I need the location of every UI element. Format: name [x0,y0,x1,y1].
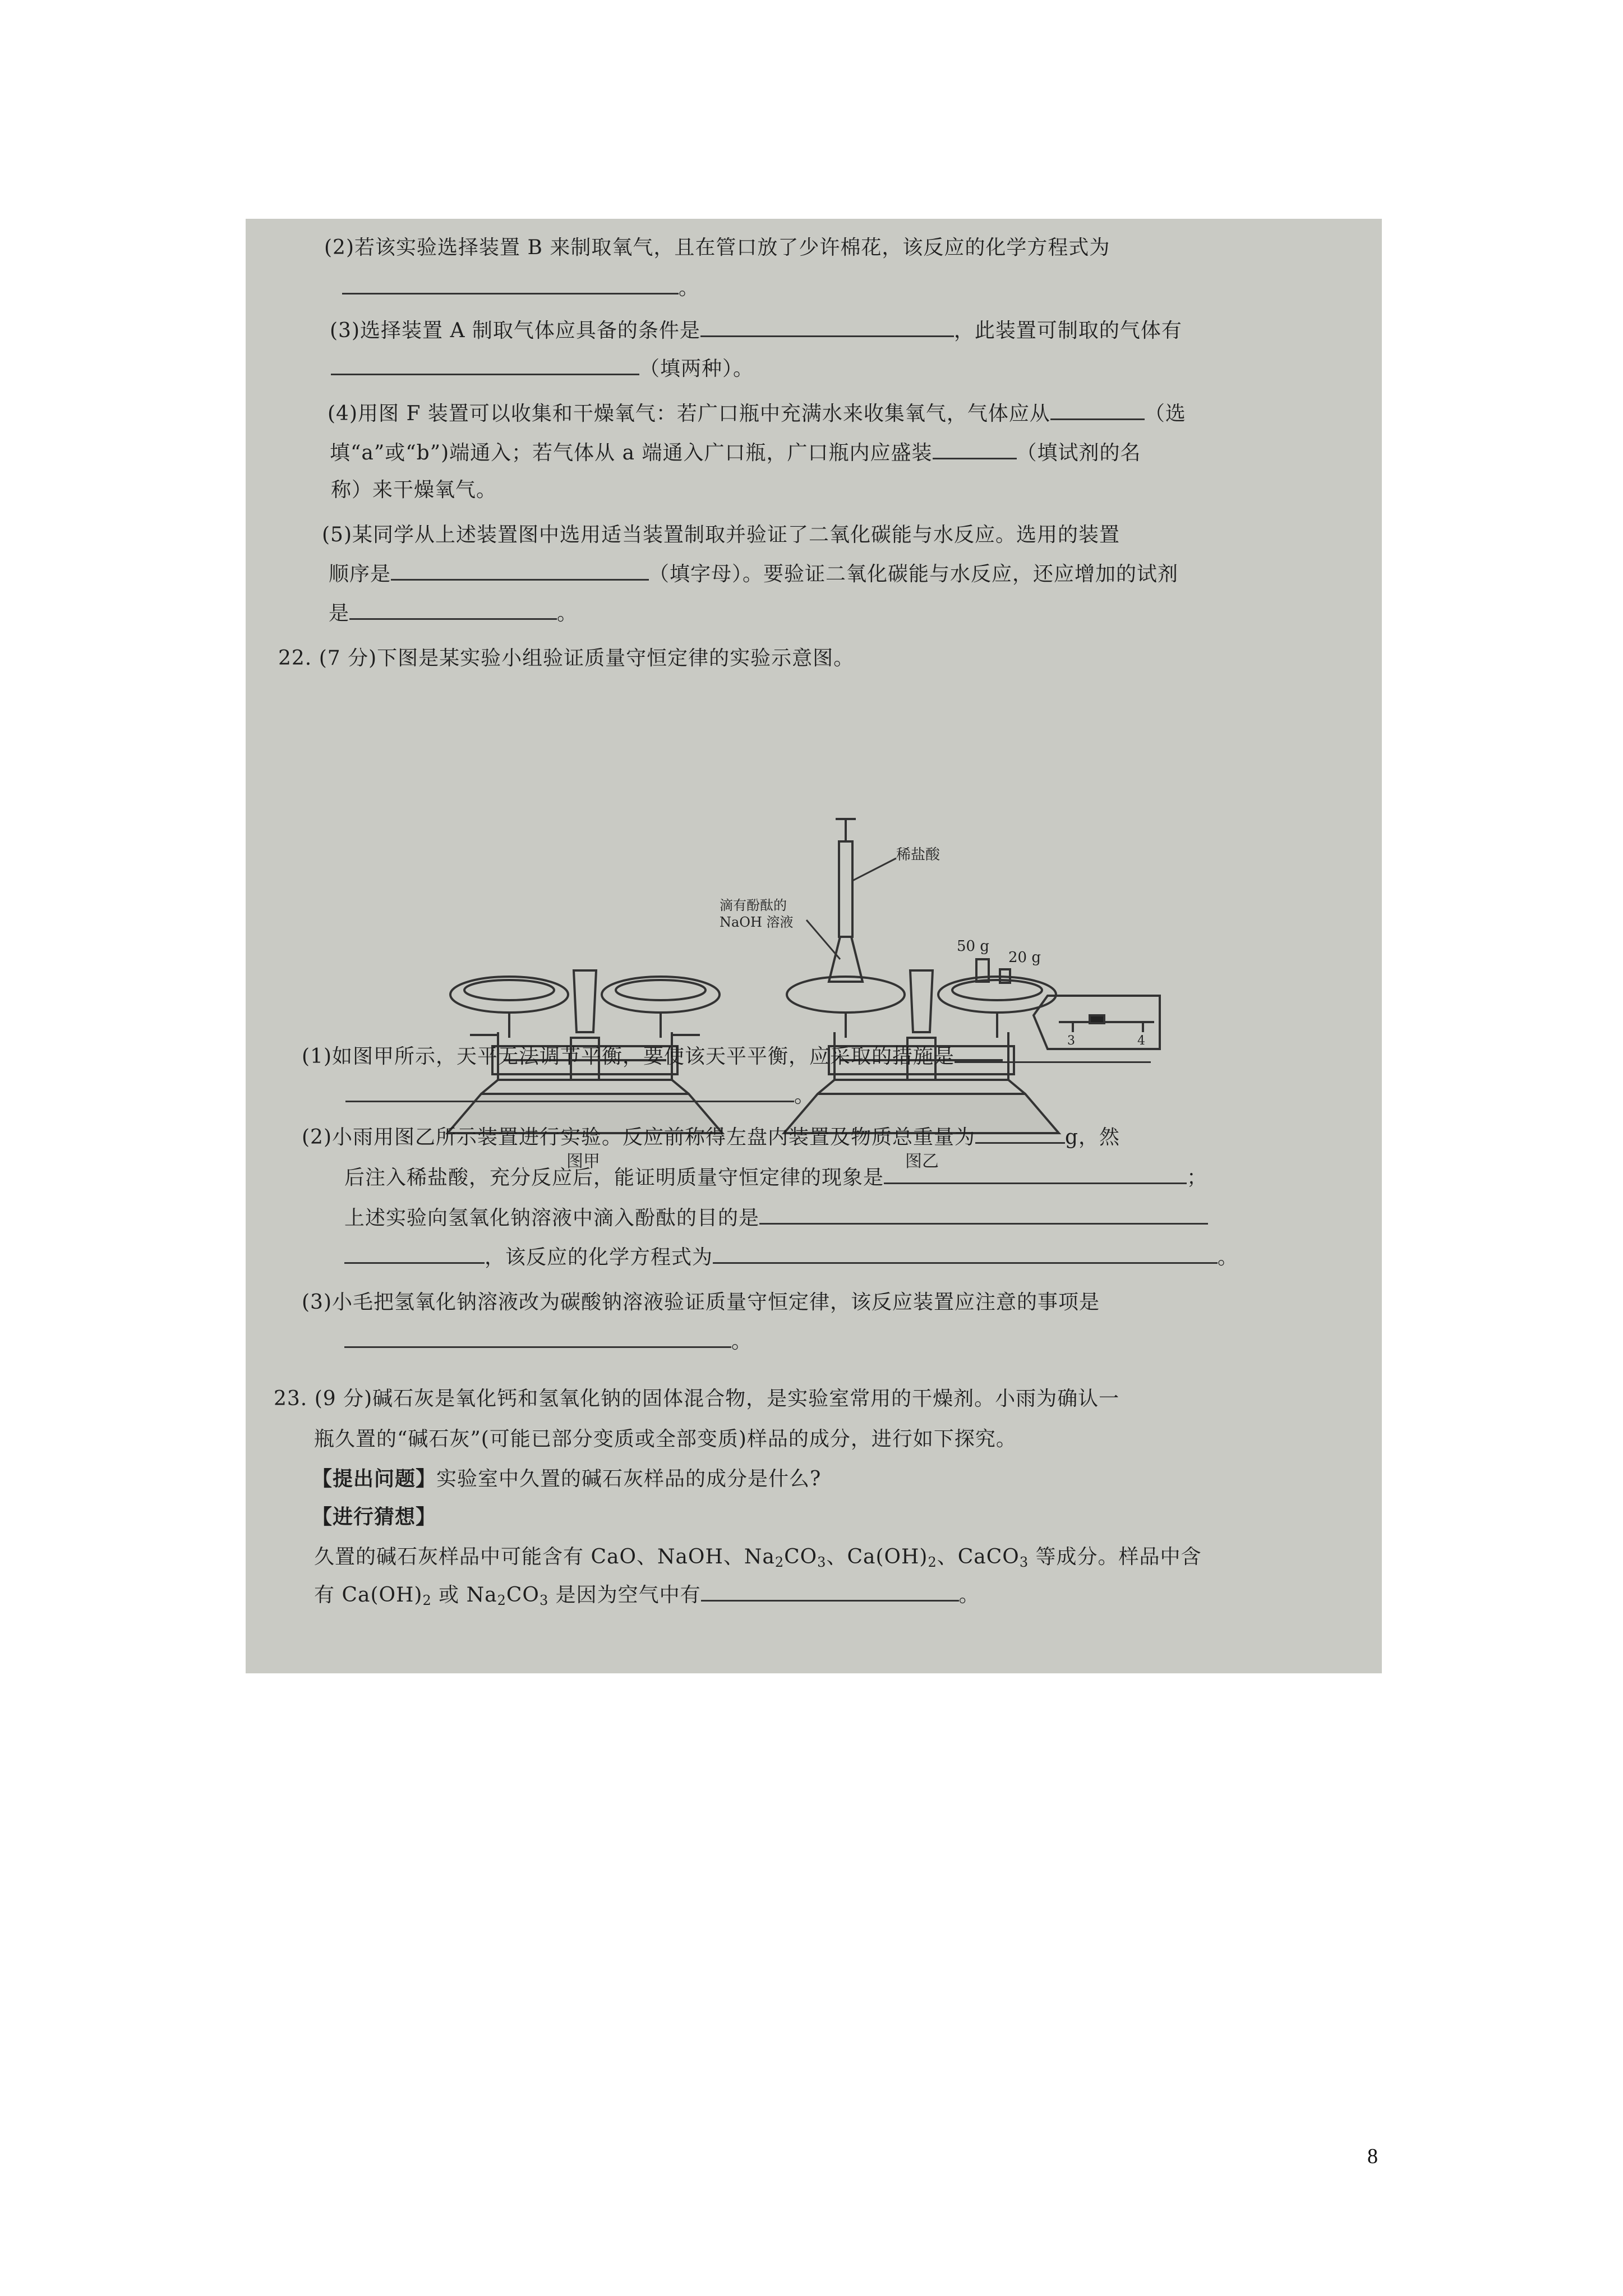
answer-blank[interactable] [975,1125,1065,1144]
answer-blank[interactable] [884,1166,1187,1184]
page-number: 8 [1367,2145,1378,2168]
answer-blank[interactable] [1050,402,1145,420]
answer-blank[interactable] [342,276,679,295]
q21-part3-line1: (3)选择装置 A 制取气体应具备的条件是 ，此装置可制取的气体有 [330,319,1182,342]
q21-part5-line1: (5)某同学从上述装置图中选用适当装置制取并验证了二氧化碳能与水反应。选用的装置 [322,523,1120,546]
q22-part3-line1: (3)小毛把氢氧化钠溶液改为碳酸钠溶液验证质量守恒定律，该反应装置应注意的事项是 [302,1291,1100,1314]
answer-blank[interactable] [701,1583,959,1602]
q22-part1-line2: 。 [345,1083,815,1110]
label-weight-50g: 50 g [957,938,989,955]
scale-mark-4: 4 [1137,1034,1145,1048]
q21-part5-line3: 是 。 [329,602,578,625]
q21-part4-line1: (4)用图 F 装置可以收集和干燥氧气：若广口瓶中充满水来收集氧气，气体应从 （选 [328,402,1186,425]
q21-part4-line2: 填“a”或“b”)端通入；若气体从 a 端通入广口瓶，广口瓶内应盛装 （填试剂的名 [330,441,1141,464]
q23-guess-line2: 有 $Ca(OH)_2$ 或 $Na_2CO_3$ 是因为空气中有 。 [314,1584,980,1608]
q21-part5-line2: 顺序是 （填字母）。要验证二氧化碳能与水反应，还应增加的试剂 [329,563,1179,586]
q22-part2-line2: 后注入稀盐酸，充分反应后，能证明质量守恒定律的现象是 ； [344,1166,1208,1189]
q21-part3-line2: （填两种）。 [331,356,754,383]
q22-title: 22. (7 分)下图是某实验小组验证质量守恒定律的实验示意图。 [278,647,855,670]
answer-blank[interactable] [713,1245,1218,1264]
label-solution-line1: 滴有酚酞的 [720,898,787,913]
q22-part2-line4: ，该反应的化学方程式为 。 [344,1244,1238,1271]
q21-part2-line1: (2)若该实验选择装置 B 来制取氧气，且在管口放了少许棉花，该反应的化学方程式为 [324,236,1110,259]
question-heading: 【提出问题】 [312,1467,437,1490]
answer-blank[interactable] [759,1206,1208,1225]
answer-blank[interactable] [345,1084,794,1102]
label-weight-20g: 20 g [1008,949,1041,966]
q22-part2-line1: (2)小雨用图乙所示装置进行实验。反应前称得左盘内装置及物质总重量为 g，然 [302,1126,1121,1149]
q22-part3-line2: 。 [344,1328,752,1355]
q23-question: 【提出问题】实验室中久置的碱石灰样品的成分是什么? [312,1467,822,1490]
q21-part4-line3: 称）来干燥氧气。 [331,478,497,501]
q22-part2-line3: 上述实验向氢氧化钠溶液中滴入酚酞的目的是 [344,1205,1208,1232]
answer-blank[interactable] [349,601,557,620]
figure-label-right: 图乙 [905,1152,939,1171]
answer-blank[interactable] [955,1045,1151,1063]
scanned-exam-photo [246,219,1382,1673]
q23-guess-heading: 【进行猜想】 [312,1505,437,1529]
answer-blank[interactable] [344,1245,485,1264]
label-dilute-acid: 稀盐酸 [896,846,940,863]
answer-blank[interactable] [344,1329,731,1348]
scale-mark-3: 3 [1067,1034,1075,1048]
answer-blank[interactable] [391,562,649,581]
answer-blank[interactable] [700,319,954,337]
answer-blank[interactable] [933,441,1017,459]
figure-label-left: 图甲 [566,1152,600,1171]
label-solution-line2: NaOH 溶液 [720,914,794,930]
q22-part1-line1: (1)如图甲所示，天平无法调节平衡，要使该天平平衡，应采取的措施是 [302,1043,1151,1070]
answer-blank[interactable] [331,357,639,375]
q23-intro-line1: 23. (9 分)碱石灰是氧化钙和氢氧化钠的固体混合物，是实验室常用的干燥剂。小雨为确认一 [274,1387,1120,1410]
q21-part2-line2: 。 [342,275,699,302]
q23-intro-line2: 瓶久置的“碱石灰”(可能已部分变质或全部变质)样品的成分，进行如下探究。 [314,1428,1017,1451]
q23-guess-line1: 久置的碱石灰样品中可能含有 CaO、NaOH、$Na_2CO_3$、$Ca(OH)_2$、CaCO$_3$ 等成分。样品中含 [314,1545,1202,1570]
balance-right [784,819,1160,1133]
